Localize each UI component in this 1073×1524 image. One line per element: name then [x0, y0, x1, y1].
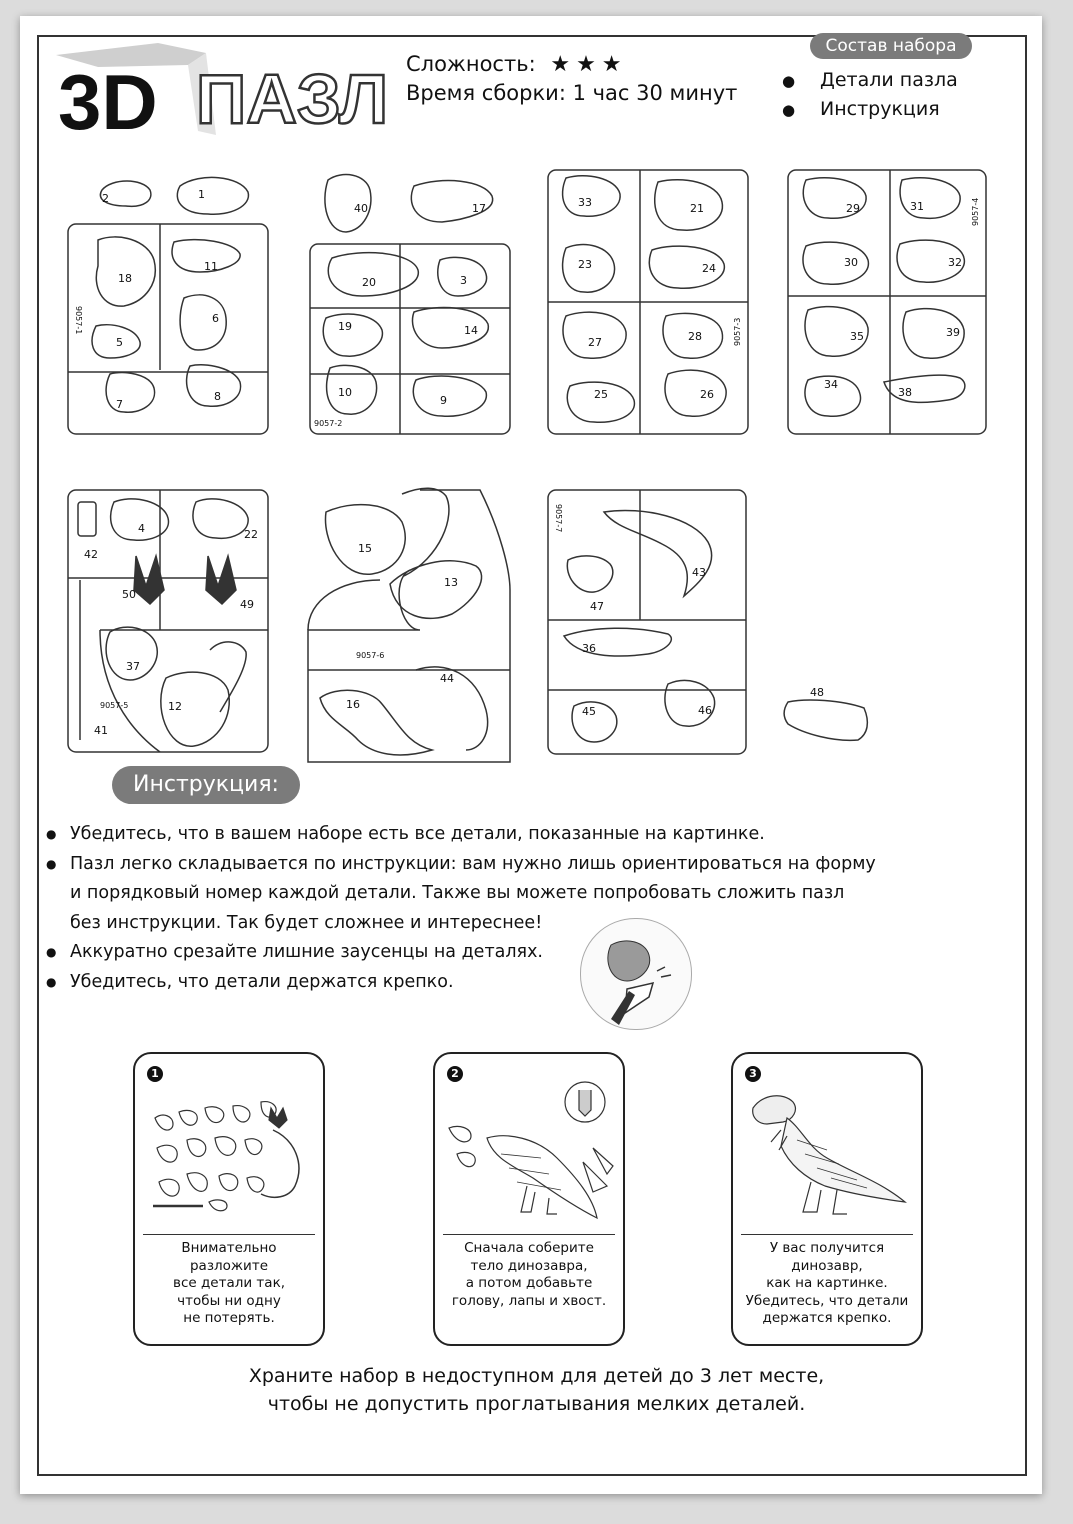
part-label: 34 — [824, 378, 838, 391]
spec-block — [406, 50, 737, 107]
instructions-list — [46, 820, 876, 997]
sprue-diagram — [40, 150, 990, 770]
sprue-code: 9057-3 — [733, 317, 742, 346]
part-label: 32 — [948, 256, 962, 269]
step-1-illustration — [143, 1078, 315, 1230]
kit-title-badge: Состав набора — [810, 33, 972, 59]
step-separator — [143, 1234, 315, 1235]
instruction-item: ● Аккуратно срезайте лишние заусенцы на деталях. — [46, 938, 876, 968]
part-label: 47 — [590, 600, 604, 613]
assembly-time: Время сборки: 1 час 30 минут — [406, 81, 738, 105]
part-label: 46 — [698, 704, 712, 717]
sprue-code: 9057-4 — [971, 197, 980, 226]
logo-word-text: ПАЗЛ — [196, 60, 389, 138]
part-label: 17 — [472, 202, 486, 215]
step-number: 3 — [745, 1066, 761, 1082]
part-label: 7 — [116, 398, 123, 411]
part-label: 49 — [240, 598, 254, 611]
part-label: 27 — [588, 336, 602, 349]
part-label: 35 — [850, 330, 864, 343]
part-label: 36 — [582, 642, 596, 655]
instruction-continuation: и порядковый номер каждой детали. Также вы можете попробовать сложить пазл — [70, 883, 845, 903]
part-label: 8 — [214, 390, 221, 403]
instruction-item: ● Пазл легко складывается по инструкции: вам нужно лишь ориентироваться на форму — [46, 850, 876, 880]
part-label: 42 — [84, 548, 98, 561]
part-label: 45 — [582, 705, 596, 718]
sprue-code: 9057-1 — [74, 306, 83, 335]
part-label: 4 — [138, 522, 145, 535]
part-label: 3 — [460, 274, 467, 287]
sprue-5 — [68, 490, 268, 752]
part-label: 20 — [362, 276, 376, 289]
part-label: 33 — [578, 196, 592, 209]
instructions-title-badge: Инструкция: — [112, 766, 300, 804]
difficulty-label: Сложность: — [406, 52, 536, 76]
step-card-3 — [731, 1052, 923, 1346]
step-text-line: динозавр, — [791, 1257, 863, 1274]
part-label: 23 — [578, 258, 592, 271]
logo-3d-text: 3D — [58, 58, 158, 145]
step-text-line: тело динозавра, — [470, 1257, 588, 1274]
part-label: 30 — [844, 256, 858, 269]
step-card-1 — [133, 1052, 325, 1346]
step-text-line: держатся крепко. — [762, 1310, 892, 1326]
sprue-1 — [68, 177, 268, 434]
kit-item: ● Детали пазла — [782, 66, 958, 95]
step-text-line: Убедитесь, что детали — [745, 1292, 909, 1309]
step-number: 2 — [447, 1066, 463, 1082]
part-label: 12 — [168, 700, 182, 713]
step-text-line: разложите — [189, 1257, 268, 1274]
sprue-2 — [310, 175, 510, 434]
kit-list — [782, 66, 958, 124]
step-text — [141, 1240, 317, 1328]
part-label: 14 — [464, 324, 478, 337]
difficulty-row — [406, 50, 737, 79]
part-label: 39 — [946, 326, 960, 339]
step-number: 1 — [147, 1066, 163, 1082]
part-label: 50 — [122, 588, 136, 601]
part-label: 1 — [198, 188, 205, 201]
part-label: 29 — [846, 202, 860, 215]
difficulty-stars: ★★★ — [550, 52, 628, 77]
part-label: 2 — [102, 192, 109, 205]
part-label: 22 — [244, 528, 258, 541]
part-label: 16 — [346, 698, 360, 711]
step-text-line: У вас получится — [769, 1240, 885, 1256]
part-label: 31 — [910, 200, 924, 213]
part-label: 26 — [700, 388, 714, 401]
sprue-3 — [548, 170, 748, 434]
sprue-code: 9057-6 — [356, 651, 385, 660]
part-label: 41 — [94, 724, 108, 737]
instruction-item: ● Убедитесь, что в вашем наборе есть все детали, показанные на картинке. — [46, 820, 876, 850]
part-label: 11 — [204, 260, 218, 273]
part-label: 10 — [338, 386, 352, 399]
sprue-code: 9057-7 — [554, 504, 563, 533]
part-label: 18 — [118, 272, 132, 285]
sprue-6 — [308, 488, 510, 762]
part-label: 6 — [212, 312, 219, 325]
part-label: 44 — [440, 672, 454, 685]
part-label: 40 — [354, 202, 368, 215]
instruction-continuation: без инструкции. Так будет сложнее и интереснее! — [70, 912, 543, 933]
step-text — [441, 1240, 617, 1310]
part-label: 43 — [692, 566, 706, 579]
loose-part-48 — [784, 686, 867, 740]
logo — [38, 35, 398, 145]
part-label: 28 — [688, 330, 702, 343]
step-text — [739, 1240, 915, 1328]
instruction-item: ● Убедитесь, что детали держатся крепко. — [46, 968, 876, 998]
part-label: 19 — [338, 320, 352, 333]
part-label: 38 — [898, 386, 912, 399]
step-text-line: не потерять. — [183, 1310, 275, 1326]
step-text-line: как на картинке. — [766, 1275, 888, 1291]
part-label: 24 — [702, 262, 716, 275]
step-text-line: а потом добавьте — [465, 1275, 593, 1291]
warning-line: Храните набор в недоступном для детей до 3 лет месте, — [248, 1365, 825, 1387]
part-label: 15 — [358, 542, 372, 555]
step-3-illustration — [741, 1078, 913, 1230]
sprue-code: 9057-2 — [314, 419, 343, 428]
safety-warning — [0, 1362, 1073, 1418]
step-text-line: чтобы ни одну — [177, 1292, 281, 1309]
kit-item: ● Инструкция — [782, 95, 958, 124]
warning-line: чтобы не допустить проглатывания мелких деталей. — [267, 1393, 806, 1415]
sprue-4 — [788, 170, 986, 434]
part-label: 21 — [690, 202, 704, 215]
step-separator — [443, 1234, 615, 1235]
step-card-2 — [433, 1052, 625, 1346]
step-2-illustration — [443, 1078, 615, 1230]
sprue-code: 9057-5 — [100, 701, 129, 710]
sprue-7 — [548, 490, 746, 754]
step-text-line: Сначала соберите — [464, 1240, 594, 1256]
step-text-line: голову, лапы и хвост. — [451, 1292, 607, 1309]
step-text-line: Внимательно — [181, 1240, 277, 1256]
part-label: 48 — [810, 686, 824, 699]
step-text-line: все детали так, — [172, 1275, 286, 1291]
part-label: 13 — [444, 576, 458, 589]
cutter-illustration — [580, 918, 692, 1030]
step-separator — [741, 1234, 913, 1235]
part-label: 5 — [116, 336, 123, 349]
part-label: 9 — [440, 394, 447, 407]
part-label: 37 — [126, 660, 140, 673]
part-label: 25 — [594, 388, 608, 401]
